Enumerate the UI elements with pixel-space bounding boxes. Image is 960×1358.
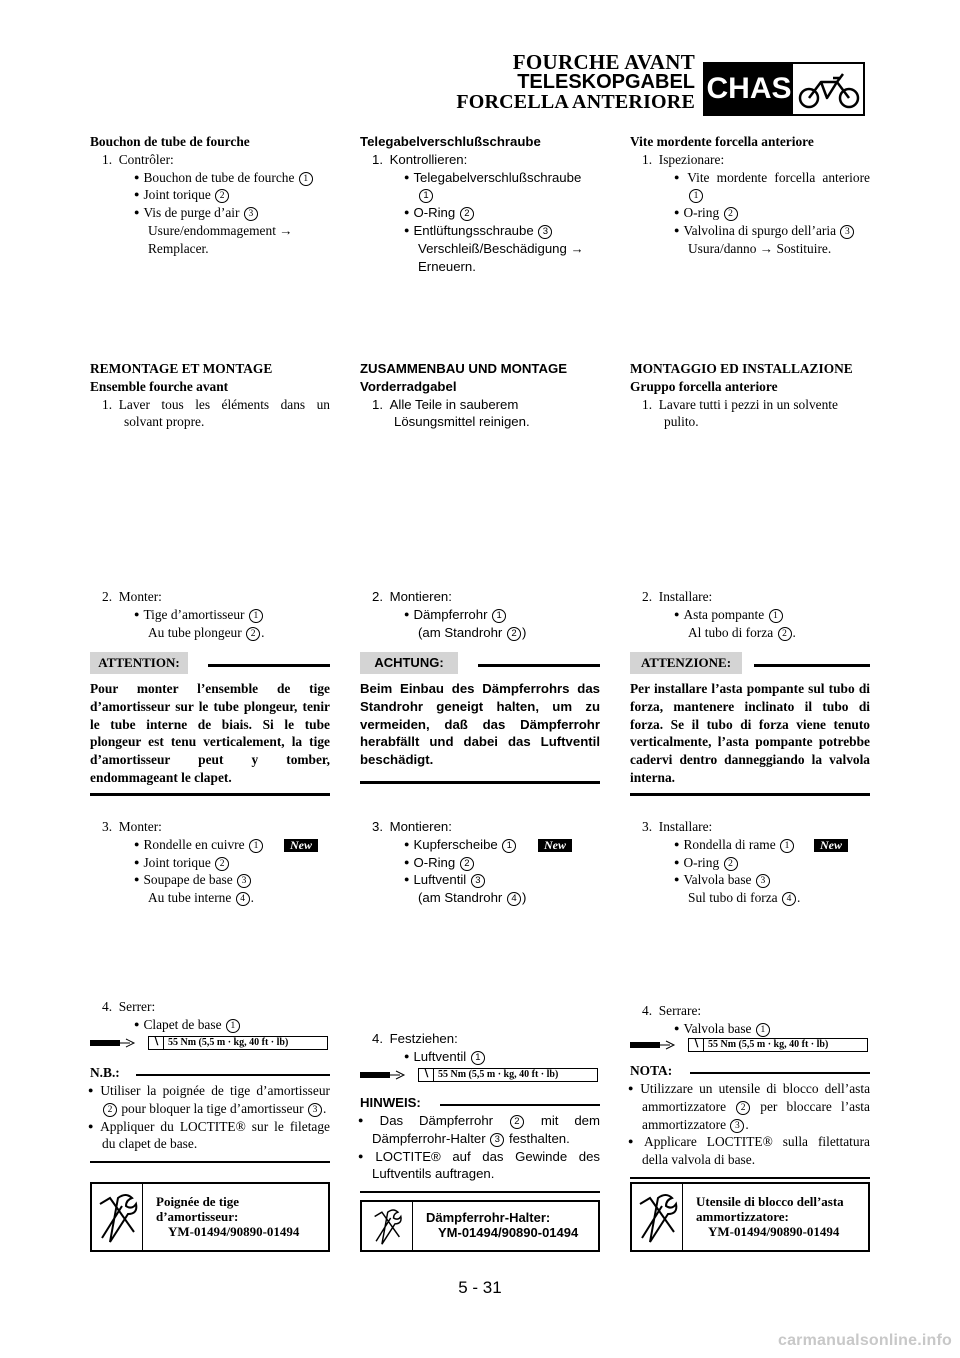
callout-2: 2: [215, 857, 229, 871]
wrench-tool-icon: [632, 1184, 683, 1250]
fr-assembly-step: 1. Laver tous les éléments dans un solvant propre.: [102, 396, 330, 430]
header-title-de: TELESKOPGABEL: [517, 71, 695, 93]
wrench-icon: ∖: [689, 1039, 704, 1051]
fr-assembly-title: REMONTAGE ET MONTAGE: [90, 361, 273, 376]
wrench-icon: ∖: [419, 1069, 434, 1081]
callout-3: 3: [471, 874, 485, 888]
callout-2: 2: [103, 1103, 117, 1117]
watermark: carmanualsonline.info: [777, 1332, 952, 1349]
callout-2: 2: [460, 857, 474, 871]
callout-1: 1: [299, 172, 313, 186]
de-caution-box: ACHTUNG: Beim Einbau des Dämpferrohrs das Standrohr geneigt halten, um zu vermeiden, daß das Dämpferrohr herabfällt und dabei das Luftventil beschädigt.: [360, 652, 600, 784]
callout-4: 4: [782, 892, 796, 906]
fr-step2: 2. Monter: ● Tige d’amortisseur 1 Au tube plongeur 2 .: [90, 588, 330, 641]
callout-1: 1: [756, 1023, 770, 1037]
de-step2: 2. Montieren: ● Dämpferrohr 1 (am Standrohr 2 ): [360, 588, 600, 641]
caution-label: ATTENTION:: [90, 652, 188, 674]
callout-3: 3: [730, 1119, 744, 1133]
caution-label: ACHTUNG:: [360, 652, 458, 674]
new-part-badge: New: [814, 839, 848, 852]
callout-1: 1: [419, 189, 433, 203]
wrench-tool-icon: [362, 1202, 413, 1250]
fr-assembly-subtitle: Ensemble fourche avant: [90, 378, 229, 394]
de-cap-section: Telegabelverschlußschraube 1. Kontrollieren: ● Telegabelverschlußschraube 1 ● O-Ring 2 ● Entlüftungsschraube 3 Verschleiß/Beschädigung → Erneuern.: [360, 133, 600, 275]
page-number: 5 - 31: [458, 1278, 502, 1297]
section-badge: [703, 62, 865, 116]
callout-2: 2: [460, 207, 474, 221]
caution-text: Pour monter l’ensemble de tige d’amortisseur sur le tube plongeur, tenir le tube interne de biais. Si le tube plongeur est tenu verticalement, la tige d’amortisseur peut y tomber, endommageant le clapet.: [90, 681, 330, 785]
it-cap-section: Vite mordente forcella anteriore 1. Ispezionare: ● Vite mordente forcella anteriore 1 ● O-ring 2 ● Valvolina di spurgo dell’aria 3 Usura/danno → Sostituire.: [630, 133, 870, 258]
callout-2: 2: [215, 189, 229, 203]
it-assembly-section: MONTAGGIO ED INSTALLAZIONE Gruppo forcella anteriore 1. Lavare tutti i pezzi in un solvente pulito.: [630, 361, 853, 430]
note-label: N.B.:: [90, 1065, 120, 1080]
note-label: NOTA:: [630, 1063, 673, 1078]
note-label: HINWEIS:: [360, 1095, 421, 1110]
new-part-badge: New: [284, 839, 318, 852]
fr-cap-result: Usure/endommagement →: [148, 222, 293, 238]
it-step4: 4. Serrare: ● Valvola base 1: [630, 1002, 870, 1038]
motorcycle-icon: [797, 68, 861, 112]
header-title-fr: FOURCHE AVANT: [512, 50, 695, 74]
fr-cap-item: ● Joint torique 2: [90, 186, 330, 204]
callout-4: 4: [507, 892, 521, 906]
it-torque-spec: ∖ 55 Nm (5,5 m · kg, 40 ft · lb): [630, 1038, 870, 1052]
section-label: CHAS: [705, 64, 793, 114]
fr-step3: 3. Monter: ● Rondelle en cuivre 1 ● Joint torique 2 ● Soupape de base 3 Au tube interne 4 .: [90, 818, 330, 907]
callout-3: 3: [490, 1133, 504, 1147]
it-note-box: NOTA: ● Utilizzare un utensile di blocco dell’asta ammortizzatore 2 per bloccare l’asta ammortizzatore 3 . ● Applicare LOCTITE® sulla filettatura della valvola di base.: [630, 1062, 870, 1179]
de-step4: 4. Festziehen: ● Luftventil 1: [360, 1030, 600, 1066]
callout-4: 4: [236, 892, 250, 906]
callout-2: 2: [507, 627, 521, 641]
de-torque-spec: ∖ 55 Nm (5,5 m · kg, 40 ft · lb): [360, 1068, 600, 1082]
callout-2: 2: [724, 857, 738, 871]
de-cap-title: Telegabelverschlußschraube: [360, 134, 541, 149]
callout-1: 1: [249, 609, 263, 623]
callout-1: 1: [689, 189, 703, 203]
callout-2: 2: [510, 1115, 524, 1129]
fr-cap-item: ● Bouchon de tube de fourche 1: [90, 169, 330, 187]
fr-cap-result: Remplacer.: [148, 240, 209, 256]
fr-cap-step: 1. Contrôler:: [102, 151, 174, 167]
it-caution-box: ATTENZIONE: Per installare l’asta pompante sul tubo di forza, mantenere inclinato il tubo di forza. Se il tubo di forza viene tenuto verticalmente, l’asta pompante potrebbe cadervi dentro danneggiando la valvola interna.: [630, 652, 870, 796]
callout-1: 1: [502, 839, 516, 853]
fr-special-tool: Poignée de tige d’amortisseur: YM-01494/90890-01494: [90, 1182, 330, 1252]
torque-wrench-icon: [630, 1040, 680, 1050]
callout-2: 2: [736, 1101, 750, 1115]
de-note-box: HINWEIS: ● Das Dämpferrohr 2 mit dem Dämpferrohr-Halter 3 festhalten. ● LOCTITE® auf das Gewinde des Luftventils auftragen.: [360, 1094, 600, 1193]
fr-step4: 4. Serrer: ● Clapet de base 1: [90, 998, 330, 1034]
callout-1: 1: [780, 839, 794, 853]
callout-1: 1: [769, 609, 783, 623]
caution-label: ATTENZIONE:: [630, 652, 742, 674]
callout-2: 2: [246, 627, 260, 641]
new-part-badge: New: [538, 839, 572, 852]
fr-caution-box: [90, 652, 330, 796]
callout-3: 3: [538, 225, 552, 239]
callout-1: 1: [492, 609, 506, 623]
callout-3: 3: [756, 874, 770, 888]
wrench-tool-icon: [92, 1184, 143, 1250]
it-step3: 3. Installare: ● Rondella di rame 1 ● O-ring 2 ● Valvola base 3 Sul tubo di forza 4 .: [630, 818, 870, 907]
callout-3: 3: [308, 1103, 322, 1117]
page-header: [455, 52, 695, 112]
callout-1: 1: [249, 839, 263, 853]
callout-2: 2: [724, 207, 738, 221]
fr-cap-title: Bouchon de tube de fourche: [90, 134, 250, 149]
fr-assembly-section: [90, 360, 330, 431]
callout-3: 3: [237, 874, 251, 888]
fr-cap-item: ● Vis de purge d’air 3: [90, 204, 330, 222]
wrench-icon: ∖: [149, 1037, 164, 1049]
header-title-it: FORCELLA ANTERIORE: [456, 91, 695, 113]
callout-3: 3: [244, 207, 258, 221]
de-special-tool: Dämpferrohr-Halter: YM-01494/90890-01494: [360, 1200, 600, 1252]
it-special-tool: Utensile di blocco dell’asta ammortizzatore: YM-01494/90890-01494: [630, 1182, 870, 1252]
fr-cap-section: [90, 133, 330, 258]
de-step3: 3. Montieren: ● Kupferscheibe 1 ● O-Ring 2 ● Luftventil 3 (am Standrohr 4 ): [360, 818, 600, 907]
torque-wrench-icon: [360, 1070, 410, 1080]
it-step2: 2. Installare: ● Asta pompante 1 Al tubo di forza 2 .: [630, 588, 870, 641]
fr-torque-spec: ∖ 55 Nm (5,5 m · kg, 40 ft · lb): [90, 1036, 330, 1050]
fr-note-box: N.B.: ● Utiliser la poignée de tige d’amortisseur 2 pour bloquer la tige d’amortisseur 3 . ● Appliquer du LOCTITE® sur le filetage du clapet de base.: [90, 1064, 330, 1163]
de-assembly-section: ZUSAMMENBAU UND MONTAGE Vorderradgabel 1. Alle Teile in sauberem Lösungsmittel reinigen.: [360, 361, 568, 430]
callout-3: 3: [840, 225, 854, 239]
callout-1: 1: [226, 1019, 240, 1033]
callout-1: 1: [471, 1051, 485, 1065]
callout-2: 2: [778, 627, 792, 641]
torque-wrench-icon: [90, 1038, 140, 1048]
